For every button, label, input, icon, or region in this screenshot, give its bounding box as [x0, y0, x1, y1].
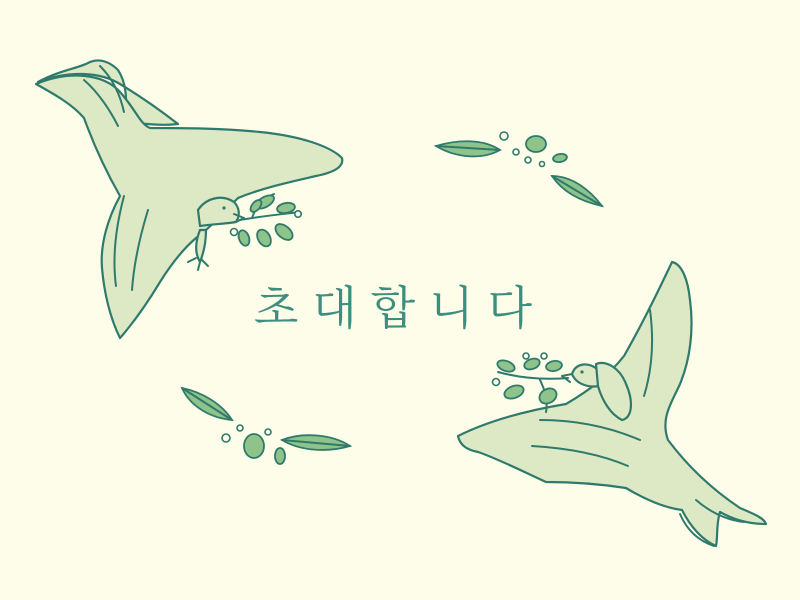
invitation-title: 초대합니다 [253, 281, 547, 335]
bottom-olive-branch-illustration [493, 353, 569, 412]
top-olive-branch-illustration [231, 193, 302, 249]
top-right-sprig-illustration [436, 132, 602, 206]
bottom-left-sprig-illustration [182, 388, 350, 464]
